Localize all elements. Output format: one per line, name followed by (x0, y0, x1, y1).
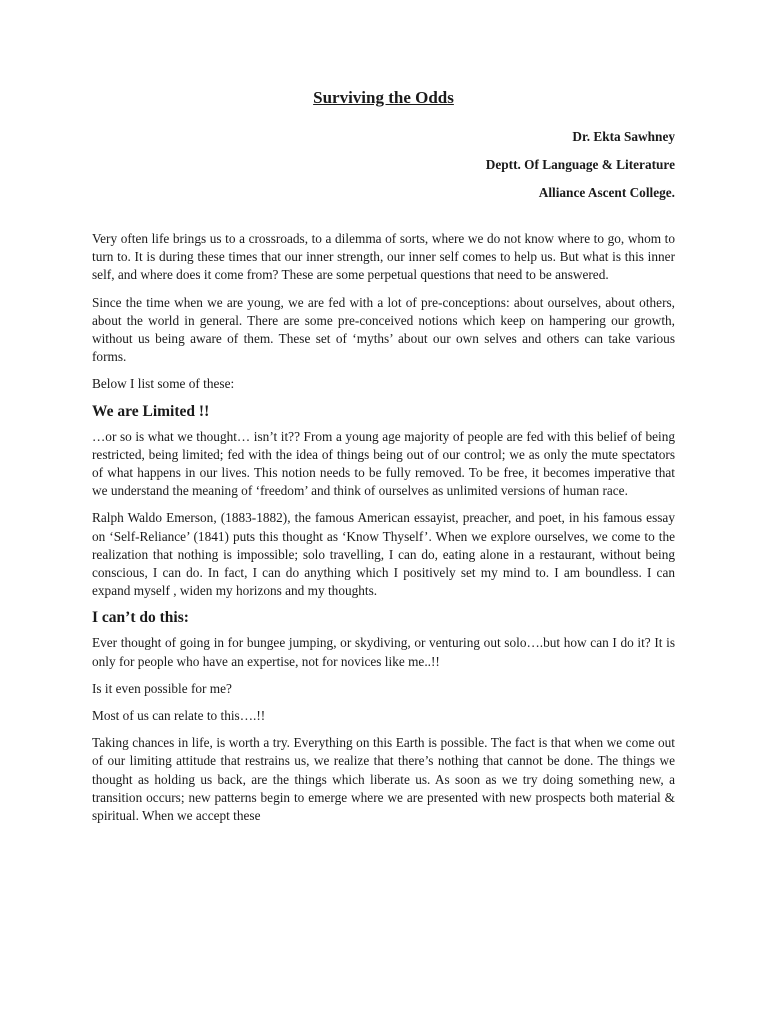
author-college: Alliance Ascent College. (538, 185, 675, 200)
paragraph-preconceptions: Since the time when we are young, we are fed with a lot of pre-conceptions: about ourselves, about others, about the world in general. There are some pre-conceived notions which keep on hampering our growth, without us being aware of them. These set of ‘myths’ about our own selves and others can take various forms. (92, 294, 675, 365)
heading-i-cant-do-this: I can’t do this: (92, 609, 189, 627)
author-name: Dr. Ekta Sawhney (572, 129, 675, 144)
document-page (92, 86, 675, 825)
paragraph-emerson: Ralph Waldo Emerson, (1883-1882), the famous American essayist, preacher, and poet, in his famous essay on ‘Self-Reliance’ (1841) puts this thought as ‘Know Thyself’. When we explore ourselves, we come to the realization that nothing is impossible; solo travelling, I can do, eating alone in a restaurant, without being conscious, I can do. In fact, I can do anything which I positively set my mind to. I am boundless. I can expand myself , widen my horizons and my thoughts. (92, 510, 675, 599)
heading-we-are-limited: We are Limited !! (92, 402, 210, 420)
author-department: Deptt. Of Language & Literature (485, 157, 675, 172)
author-block (92, 123, 675, 207)
paragraph-relate: Most of us can relate to this….!! (92, 708, 266, 724)
paragraph-intro: Very often life brings us to a crossroads, to a dilemma of sorts, where we do not know where to go, whom to turn to. It is during these times that our inner strength, our inner self comes to help us. But what is this inner self, and where does it come from? These are some perpetual questions that need to be answered. (92, 231, 675, 283)
document-title: Surviving the Odds (313, 88, 454, 107)
paragraph-taking-chances: Taking chances in life, is worth a try. Everything on this Earth is possible. The fact is that when we come out of our limiting attitude that restrains us, we realize that there’s nothing that cannot be done. The things we thought as holding us back, are the things which liberate us. As soon as we try doing something new, a transition occurs; new patterns begin to emerge where we are presented with new prospects both material & spiritual. When we accept these (92, 735, 675, 824)
paragraph-is-it-possible: Is it even possible for me? (92, 680, 232, 696)
paragraph-list-intro: Below I list some of these: (92, 376, 235, 392)
paragraph-bungee: Ever thought of going in for bungee jumping, or skydiving, or venturing out solo….but how can I do it? It is only for people who have an expertise, not for novices like me..!! (92, 635, 675, 669)
paragraph-limited: …or so is what we thought… isn’t it?? From a young age majority of people are fed with this belief of being restricted, being limited; fed with the idea of things being out of our control; we as only the mute spectators of what happens in our lives. This notion needs to be fully removed. To be free, it becomes imperative that we understand the meaning of ‘freedom’ and think of ourselves as unlimited versions of human race. (92, 428, 675, 499)
